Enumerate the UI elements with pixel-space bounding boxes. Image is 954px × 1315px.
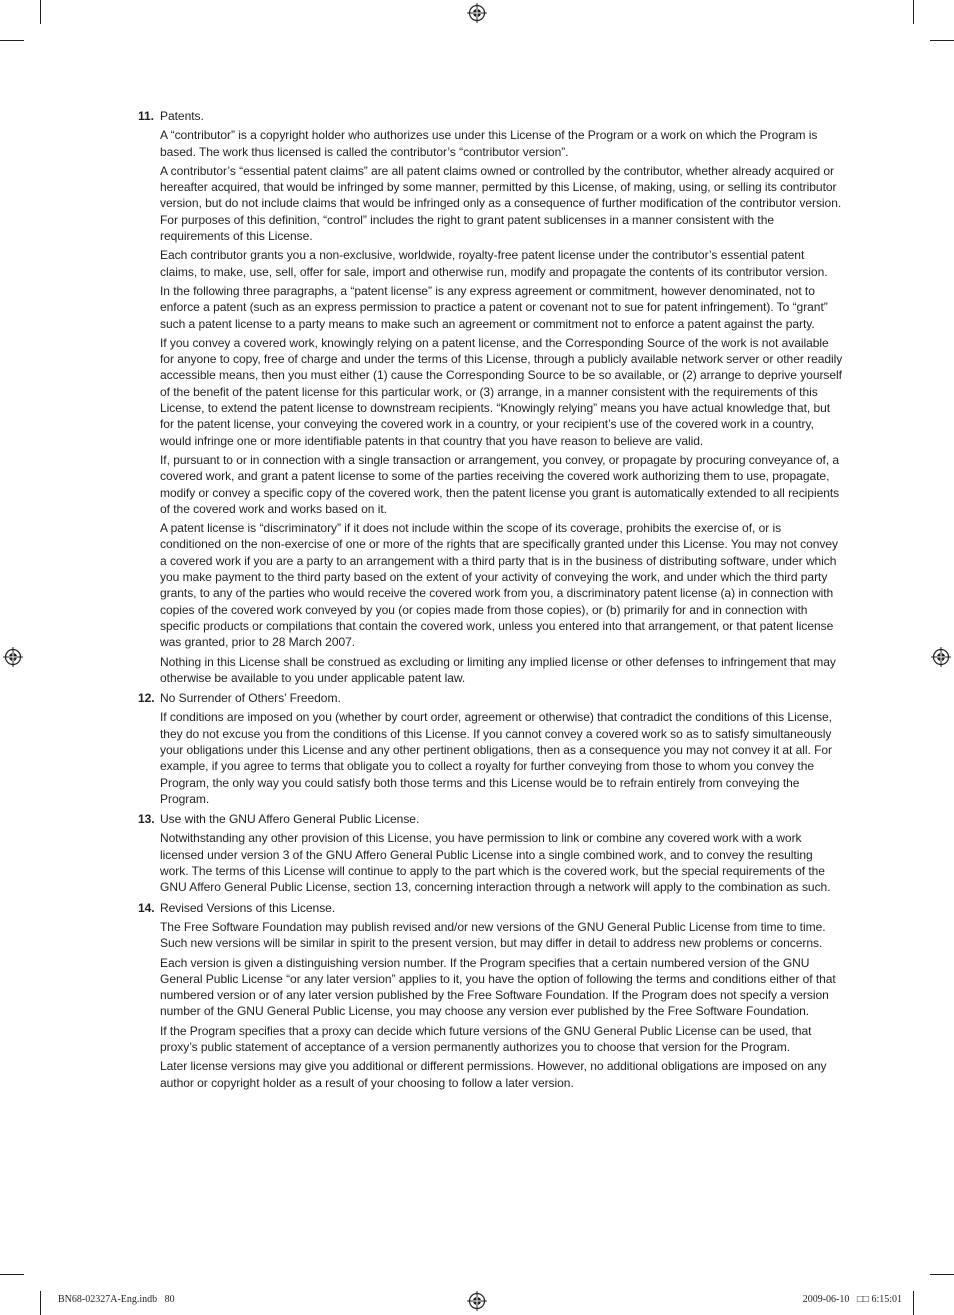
paragraph: If the Program specifies that a proxy can decide which future versions of the GNU General Public License can be used, that proxy’s public statement of acceptance of a version permanently authorizes you to choose that version for the Program. (160, 1023, 812, 1055)
license-text (138, 108, 844, 1095)
paragraph: Each contributor grants you a non-exclusive, worldwide, royalty-free patent license under the contributor’s essential patent claims, to make, use, sell, offer for sale, import and otherwise run, modify and propagate the contents of its contributor version. (160, 248, 828, 279)
section-heading (138, 811, 844, 827)
paragraph: A patent license is “discriminatory” if it does not include within the scope of its coverage, prohibits the exercise of, or is conditioned on the non-exercise of one or more of the rights that are specifically granted under this License. You may not convey a covered work if you are a party to an arrangement with a third party that is in the business of distributing software, under which you make payment to the third party based on the extent of your activity of conveying the work, and under which the third party grants, to any of the parties who would receive the covered work from you, a discriminatory patent license (a) in connection with copies of the covered work conveyed by you (or copies made from those copies), or (b) primarily for and in connection with specific products or compilations that contain the covered work, unless you entered into that arrangement, or that patent license was granted, prior to 28 March 2007. (160, 521, 838, 650)
paragraph: A contributor’s “essential patent claims” are all patent claims owned or controlled by the contributor, whether already acquired or hereafter acquired, that would be infringed by some manner, permitted by this License, of making, using, or selling its contributor version, but do not include claims that would be infringed only as a consequence of further modification of the contributor version. For purposes of this definition, “control” includes the right to grant patent sublicenses in a manner consistent with the requirements of this License. (160, 163, 842, 244)
crop-mark-bottom-right-vertical (913, 1291, 914, 1315)
paragraph: Nothing in this License shall be construed as excluding or limiting any implied license or other defenses to infringement that may otherwise be available to you under applicable patent law. (160, 654, 836, 685)
section-patents (138, 108, 844, 686)
section-no-surrender (138, 690, 844, 807)
registration-mark-icon (3, 647, 23, 667)
section-title: Use with the GNU Affero General Public License. (160, 812, 420, 827)
crop-mark-top-right-vertical (913, 0, 914, 24)
registration-mark-icon (467, 1291, 487, 1311)
paragraph: If, pursuant to or in connection with a single transaction or arrangement, you convey, or propagate by procuring conveyance of, a covered work, and grant a patent license to some of the parties receiving the covered work authorizing them to use, propagate, modify or convey a specific copy of the covered work, then the patent license you grant is automatically extended to all recipients of the covered work and works based on it. (160, 452, 840, 516)
crop-mark-bottom-left-horizontal (0, 1274, 24, 1275)
registration-mark-icon (467, 3, 487, 23)
section-number: 14. (138, 900, 155, 915)
paragraph: If you convey a covered work, knowingly relying on a patent license, and the Corresponding Source of the work is not available for anyone to copy, free of charge and under the terms of this License, through a publicly available network server or other readily accessible means, then you must either (1) cause the Corresponding Source to be so available, or (2) arrange to deprive yourself of the benefit of the patent license for this particular work, or (3) arrange, in a manner consistent with the requirements of this License, to extend the patent license to downstream recipients. “Knowingly relying” means you have actual knowledge that, but for the patent license, your conveying the covered work in a country, or your recipient’s use of the covered work in a country, would infringe one or more identifiable patents in that country that you have reason to believe are valid. (160, 335, 843, 448)
section-number: 12. (138, 691, 155, 706)
crop-mark-top-left-horizontal (0, 40, 24, 41)
paragraph: A “contributor” is a copyright holder who authorizes use under this License of the Program or a work on which the Program is based. The work thus licensed is called the contributor’s “contributor version”. (160, 128, 818, 159)
section-affero (138, 811, 844, 895)
section-title: Revised Versions of this License. (160, 900, 336, 915)
section-heading (138, 900, 844, 916)
paragraph: The Free Software Foundation may publish revised and/or new versions of the GNU General Public License from time to time. Such new versions will be similar in spirit to the present version, but may differ in detail to address new problems or concerns. (160, 919, 826, 951)
crop-mark-bottom-right-horizontal (930, 1274, 954, 1275)
section-revised-versions (138, 900, 844, 1091)
section-number: 11. (138, 109, 154, 123)
registration-mark-icon (931, 647, 951, 667)
paragraph: Later license versions may give you additional or different permissions. However, no additional obligations are imposed on any author or copyright holder as a result of your choosing to follow a later version. (160, 1059, 827, 1090)
paragraph: Notwithstanding any other provision of this License, you have permission to link or combine any covered work with a work licensed under version 3 of the GNU Affero General Public License into a single combined work, and to convey the resulting work. The terms of this License will continue to apply to the part which is the covered work, but the special requirements of the GNU Affero General Public License, section 13, concerning interaction through a network will apply to the combination as such. (160, 831, 831, 895)
section-number: 13. (138, 812, 155, 827)
crop-mark-bottom-left-vertical (40, 1291, 41, 1315)
paragraph: If conditions are imposed on you (whether by court order, agreement or otherwise) that contradict the conditions of this License, they do not excuse you from the conditions of this License. If you cannot convey a covered work so as to satisfy simultaneously your obligations under this License and any other pertinent obligations, then as a consequence you may not convey it at all. For example, if you agree to terms that obligate you to collect a royalty for further conveying from those to whom you convey the Program, the only way you could satisfy both those terms and this License would be to refrain entirely from conveying the Program. (160, 710, 832, 806)
footer-datetime: 2009-06-10 □□ 6:15:01 (802, 1294, 902, 1305)
section-heading (138, 690, 844, 706)
paragraph: Each version is given a distinguishing version number. If the Program specifies that a certain numbered version of the GNU General Public License “or any later version” applies to it, you have the option of following the terms and conditions either of that numbered version or of any later version published by the Free Software Foundation. If the Program does not specify a version number of the GNU General Public License, you may choose any version ever published by the Free Software Foundation. (160, 955, 836, 1019)
paragraph: In the following three paragraphs, a “patent license” is any express agreement or commitment, however denominated, not to enforce a patent (such as an express permission to practice a patent or covenant not to sue for patent infringement). To “grant” such a patent license to a party means to make such an agreement or commitment not to enforce a patent against the party. (160, 283, 828, 331)
section-title: No Surrender of Others’ Freedom. (160, 691, 341, 706)
footer-file-info: BN68-02327A-Eng.indb 80 (58, 1294, 175, 1305)
crop-mark-top-right-horizontal (930, 40, 954, 41)
section-title: Patents. (160, 109, 204, 123)
section-heading (138, 108, 844, 124)
crop-mark-top-left-vertical (40, 0, 41, 24)
